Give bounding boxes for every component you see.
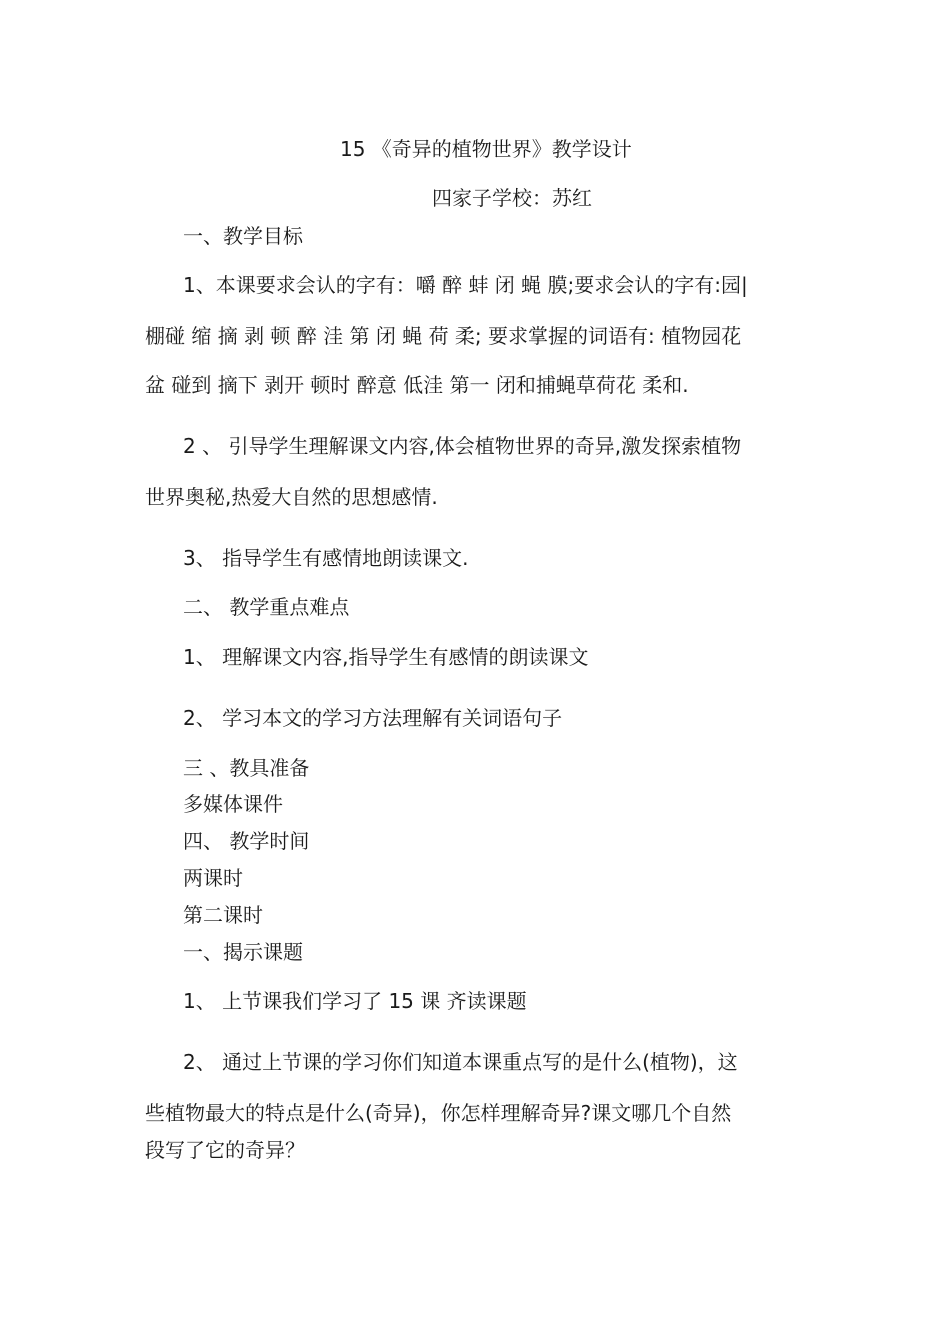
paragraph-line: 段写了它的奇异？ [145,1138,305,1162]
section-heading-key-points: 二、 教学重点难点 [183,595,350,619]
paragraph-line: 世界奥秘,热爱大自然的思想感情. [145,485,438,509]
paragraph-line: 第二课时 [183,903,263,927]
paragraph-line: 3、 指导学生有感情地朗读课文. [183,546,469,570]
paragraph-line: 2、 学习本文的学习方法理解有关词语句子 [183,706,563,730]
section-heading-materials: 三 、教具准备 [183,756,310,780]
paragraph-line: 些植物最大的特点是什么(奇异)，你怎样理解奇异?课文哪几个自然 [145,1101,732,1125]
paragraph-line: 1、 上节课我们学习了 15 课 齐读课题 [183,989,527,1013]
paragraph-line: 多媒体课件 [183,792,283,816]
paragraph-line: 1、 理解课文内容,指导学生有感情的朗读课文 [183,645,589,669]
section-heading-time: 四、 教学时间 [183,829,310,853]
paragraph-line: 1、本课要求会认的字有：嚼 醉 蚌 闭 蝇 膜;要求会认的字有:园| [183,273,748,297]
document-author: 四家子学校：苏红 [432,186,592,210]
section-heading-objectives: 一、教学目标 [183,224,303,248]
paragraph-line: 盆 碰到 摘下 剥开 顿时 醉意 低洼 第一 闭和捕蝇草荷花 柔和. [145,373,689,397]
paragraph-line: 2、 通过上节课的学习你们知道本课重点写的是什么(植物)，这 [183,1050,738,1074]
paragraph-line: 棚碰 缩 摘 剥 顿 醉 洼 第 闭 蝇 荷 柔; 要求掌握的词语有: 植物园花 [145,324,742,348]
paragraph-line: 2 、 引导学生理解课文内容,体会植物世界的奇异,激发探索植物 [183,434,742,458]
paragraph-line: 两课时 [183,866,243,890]
document-title: 15 《奇异的植物世界》教学设计 [340,137,632,161]
section-heading-topic: 一、揭示课题 [183,940,303,964]
